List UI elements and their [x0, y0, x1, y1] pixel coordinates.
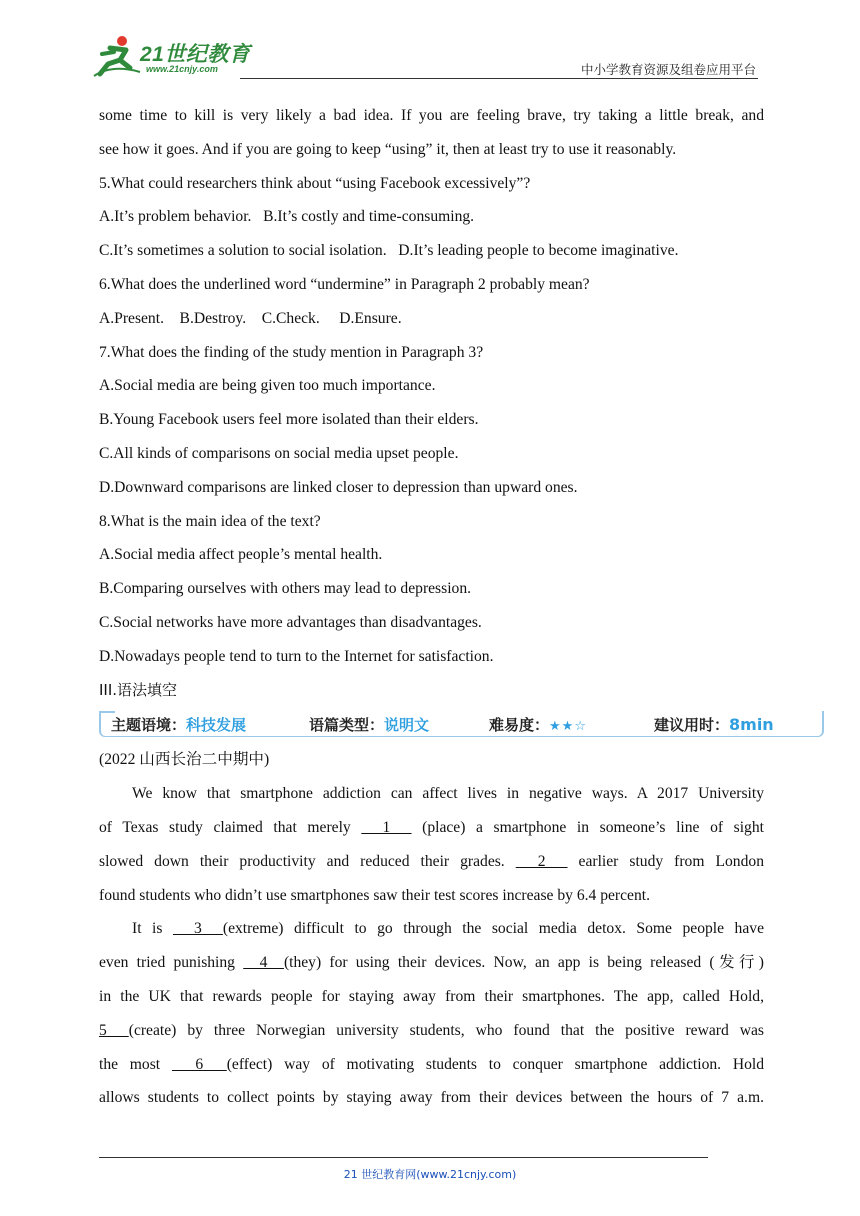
paragraph-line	[99, 912, 764, 946]
info-bar	[99, 709, 824, 739]
difficulty-label: 难易度：	[489, 716, 550, 735]
text-run: (create) by three Norwegian university students, who found that the positive reward was	[128, 1021, 765, 1039]
question-stem: 8.What is the main idea of the text?	[99, 512, 321, 530]
theme-label: 主题语境：	[111, 716, 187, 735]
question-option: B.Young Facebook users feel more isolated than their elders.	[99, 411, 479, 429]
paragraph-1	[99, 777, 764, 912]
paragraph-2	[99, 912, 764, 1115]
genre-value: 说明文	[384, 716, 430, 735]
paragraph-line	[99, 1014, 764, 1048]
blank-2: 2	[515, 852, 568, 870]
question-stem: 5.What could researchers think about “using Facebook excessively”?	[99, 174, 531, 192]
text-run: (they) for using their devices. Now, an app is being released (发行)	[283, 954, 764, 972]
logo	[92, 34, 262, 80]
time-value: 8min	[729, 715, 774, 735]
question-options: A.It’s problem behavior. B.It’s costly and time-consuming.	[99, 208, 475, 226]
genre-item	[309, 714, 429, 735]
blank-3: 3	[172, 920, 223, 938]
question-7	[99, 336, 764, 505]
text-run: slowed down their productivity and reduced their grades.	[99, 852, 516, 870]
document-body	[99, 99, 774, 1115]
blank-5: 5	[99, 1021, 129, 1039]
theme-item	[111, 714, 246, 735]
text-run: (extreme) difficult to go through the social media detox. Some people have	[222, 920, 764, 938]
source-text: (2022 山西长治二中期中)	[99, 751, 270, 769]
logo-text: 21世纪教育	[140, 43, 251, 66]
passage-line: see how it goes. And if you are going to keep “using” it, then at least try to use it reasonably.	[99, 140, 677, 158]
paragraph-line	[99, 1048, 764, 1082]
paragraph-line	[99, 811, 764, 845]
paragraph-line	[99, 845, 764, 879]
paragraph-line: allows students to collect points by staying away from their devices between the hours of 7 a.m.	[99, 1089, 764, 1107]
page-header	[0, 0, 860, 80]
difficulty-stars-icon: ★★☆	[549, 719, 587, 735]
question-6	[99, 268, 764, 336]
paragraph-line: in the UK that rewards people for staying away from their smartphones. The app, called Hold,	[99, 987, 764, 1005]
difficulty-item	[489, 714, 587, 735]
source-note	[99, 743, 764, 777]
blank-1: 1	[361, 818, 412, 836]
time-label: 建议用时：	[654, 716, 730, 735]
paragraph-line: We know that smartphone addiction can affect lives in negative ways. A 2017 University	[132, 785, 764, 803]
text-run: earlier study from London	[567, 852, 764, 870]
question-option: A.Social media affect people’s mental health.	[99, 546, 383, 564]
blank-6: 6	[171, 1055, 227, 1073]
theme-value: 科技发展	[186, 716, 247, 735]
question-option: D.Downward comparisons are linked closer to depression than upward ones.	[99, 478, 578, 496]
text-run: the most	[99, 1055, 172, 1073]
question-8	[99, 505, 764, 674]
time-item	[654, 714, 774, 735]
passage-line: some time to kill is very likely a bad idea. If you are feeling brave, try taking a little break, and	[99, 107, 764, 124]
platform-name: 中小学教育资源及组卷应用平台	[580, 62, 756, 77]
question-options: A.Present. B.Destroy. C.Check. D.Ensure.	[99, 309, 402, 327]
genre-label: 语篇类型：	[309, 716, 385, 735]
runner-logo-icon	[92, 34, 144, 78]
question-option: C.All kinds of comparisons on social media upset people.	[99, 444, 459, 462]
logo-url: www.21cnjy.com	[146, 64, 218, 74]
text-run: (place) a smartphone in someone’s line of sight	[411, 818, 764, 836]
section-heading: III.语法填空	[99, 680, 178, 699]
blank-4: 4	[243, 954, 284, 972]
footer-divider	[99, 1157, 708, 1158]
text-run: of Texas study claimed that merely	[99, 818, 362, 836]
text-run: (effect) way of motivating students to conquer smartphone addiction. Hold	[226, 1055, 765, 1073]
page-footer: 21 世纪教育网(www.21cnjy.com)	[343, 1168, 517, 1181]
question-option: D.Nowadays people tend to turn to the Internet for satisfaction.	[99, 647, 494, 665]
question-option: C.Social networks have more advantages than disadvantages.	[99, 613, 482, 631]
text-run: It is	[132, 920, 173, 938]
question-stem: 6.What does the underlined word “undermine” in Paragraph 2 probably mean?	[99, 275, 590, 293]
question-stem: 7.What does the finding of the study mention in Paragraph 3?	[99, 343, 484, 361]
question-option: B.Comparing ourselves with others may lead to depression.	[99, 580, 472, 598]
question-5	[99, 167, 764, 268]
paragraph-line: found students who didn’t use smartphones saw their test scores increase by 6.4 percent.	[99, 886, 650, 904]
text-run: even tried punishing	[99, 954, 244, 972]
question-options: C.It’s sometimes a solution to social isolation. D.It’s leading people to become imaginative.	[99, 242, 679, 260]
question-option: A.Social media are being given too much importance.	[99, 377, 436, 395]
paragraph-line	[99, 946, 764, 980]
header-divider	[240, 78, 758, 79]
